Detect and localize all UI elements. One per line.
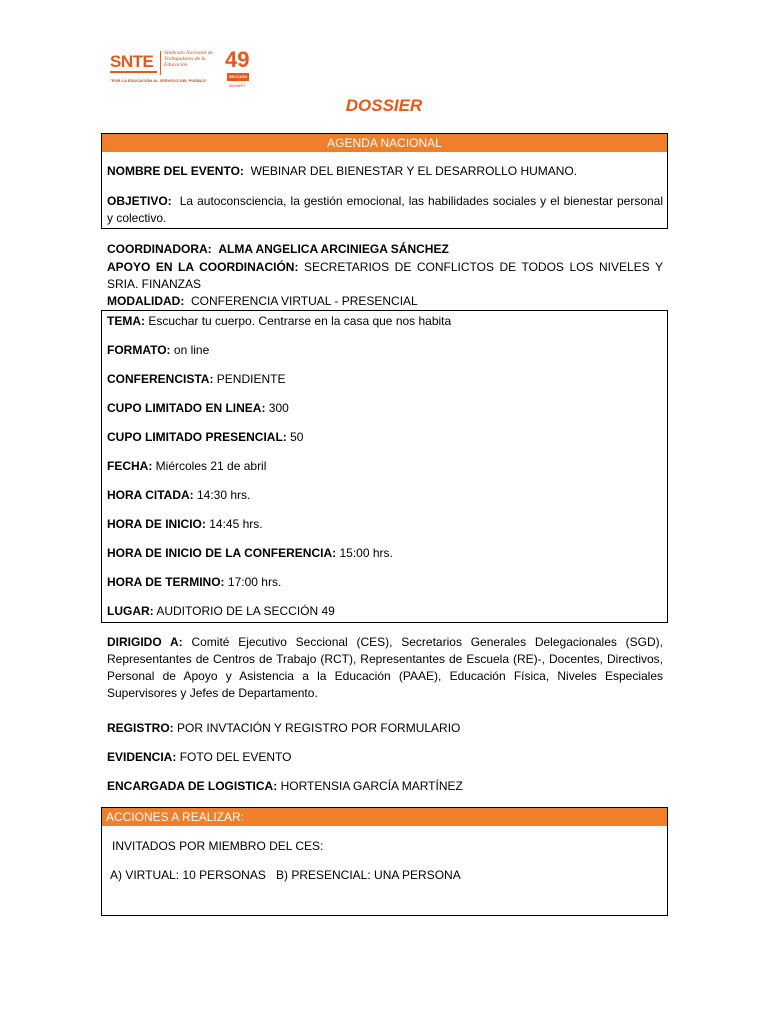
detail-label: TEMA:: [107, 314, 145, 328]
agenda-header: AGENDA NACIONAL: [102, 134, 667, 152]
acciones-box: [101, 807, 668, 916]
detail-value: 14:45 hrs.: [209, 517, 263, 531]
detail-value: 15:00 hrs.: [339, 546, 393, 560]
evidencia-label: EVIDENCIA:: [107, 750, 177, 764]
coordinadora-row: [107, 241, 449, 258]
detail-label: LUGAR:: [107, 604, 154, 618]
detail-value: on line: [173, 343, 210, 357]
modalidad-label: MODALIDAD:: [107, 294, 185, 308]
detail-label: FECHA:: [107, 459, 153, 473]
coordinadora-value: ALMA ANGELICA ARCINIEGA SÁNCHEZ: [218, 242, 449, 256]
detail-label: HORA DE TERMINO:: [107, 575, 225, 589]
detail-value: 50: [290, 430, 304, 444]
modalidad-row: [107, 293, 418, 310]
detail-value: 14:30 hrs.: [197, 488, 251, 502]
acciones-header: ACCIONES A REALIZAR:: [102, 808, 667, 826]
evento-row: [107, 163, 577, 180]
detail-row: [107, 603, 335, 620]
modalidad-value: CONFERENCIA VIRTUAL - PRESENCIAL: [191, 294, 418, 308]
dirigido-label: DIRIGIDO A:: [107, 635, 183, 649]
logo-seccion-tag: SECCIÓN: [228, 74, 248, 79]
detail-row: [107, 313, 451, 330]
dirigido-row: [107, 634, 663, 702]
detail-value: Miércoles 21 de abril: [155, 459, 267, 473]
detail-label: HORA DE INICIO DE LA CONFERENCIA:: [107, 546, 337, 560]
detail-value: 300: [268, 401, 289, 415]
logistica-value: HORTENSIA GARCÍA MARTÍNEZ: [280, 779, 463, 793]
detail-value: PENDIENTE: [216, 372, 286, 386]
detail-row: [107, 545, 393, 562]
detail-row: [107, 458, 266, 475]
objetivo-value: La autoconsciencia, la gestión emocional, las habilidades sociales y el bienestar personal y colectivo.: [107, 194, 664, 225]
logo-section-number: 49: [225, 47, 250, 72]
logo-motto: "POR LA EDUCACIÓN AL SERVICIO DEL PUEBLO": [110, 78, 208, 83]
objetivo-label: OBJETIVO:: [107, 194, 172, 208]
detail-value: Escuchar tu cuerpo. Centrarse en la casa que nos habita: [148, 314, 452, 328]
logo-underline: [110, 71, 157, 73]
dirigido-value: Comité Ejecutivo Seccional (CES), Secretarios Generales Delegacionales (SGD), Representantes de Centros de Trabajo (RCT), Representantes de Escuela (RE)-, Docentes, Directivos, Personal de Apoyo y Asistencia a la Educación (PAAE), Educación Física, Niveles Especiales Supervisores y Jefes de Departamento.: [107, 635, 663, 700]
evento-label: NOMBRE DEL EVENTO:: [107, 164, 244, 178]
acciones-presencial: B) PRESENCIAL: UNA PERSONA: [276, 868, 461, 882]
coordinadora-label: COORDINADORA:: [107, 242, 212, 256]
registro-row: [107, 720, 460, 737]
detail-label: HORA DE INICIO:: [107, 517, 206, 531]
detail-row: [107, 516, 263, 533]
detail-label: FORMATO:: [107, 343, 171, 357]
logo-divider: [160, 51, 161, 75]
evidencia-row: [107, 749, 292, 766]
detail-label: CUPO LIMITADO EN LINEA:: [107, 401, 266, 415]
acciones-line1: INVITADOS POR MIEMBRO DEL CES:: [112, 839, 324, 853]
logistica-row: [107, 778, 463, 795]
detail-label: CONFERENCISTA:: [107, 372, 214, 386]
detail-row: [107, 342, 209, 359]
detail-value: AUDITORIO DE LA SECCIÓN 49: [156, 604, 335, 618]
logo-snte-text: SNTE: [110, 52, 154, 71]
detail-row: [107, 371, 285, 388]
logo-sindicato-text: Sindicato Nacional de Trabajadores de la Educación: [164, 50, 213, 68]
detail-value: 17:00 hrs.: [227, 575, 282, 589]
evento-value: WEBINAR DEL BIENESTAR Y EL DESARROLLO HUMANO.: [250, 164, 578, 178]
acciones-virtual: A) VIRTUAL: 10 PERSONAS: [110, 868, 266, 882]
logistica-label: ENCARGADA DE LOGISTICA:: [107, 779, 278, 793]
detail-row: [107, 487, 250, 504]
detail-label: HORA CITADA:: [107, 488, 194, 502]
evidencia-value: FOTO DEL EVENTO: [179, 750, 292, 764]
detail-row: [107, 574, 281, 591]
logo-nayarit: NAYARIT: [229, 83, 246, 88]
apoyo-row: [107, 259, 663, 293]
registro-label: REGISTRO:: [107, 721, 174, 735]
apoyo-label: APOYO EN LA COORDINACIÓN:: [107, 260, 299, 274]
snte-logo: [107, 47, 249, 89]
registro-value: POR INVTACIÓN Y REGISTRO POR FORMULARIO: [177, 721, 461, 735]
detail-row: [107, 400, 289, 417]
objetivo-row: [107, 193, 663, 227]
detail-label: CUPO LIMITADO PRESENCIAL:: [107, 430, 287, 444]
document-title: DOSSIER: [345, 96, 423, 115]
detail-row: [107, 429, 303, 446]
apoyo-value: SECRETARIOS DE CONFLICTOS DE TODOS LOS NIVELES Y SRIA. FINANZAS: [107, 260, 663, 291]
